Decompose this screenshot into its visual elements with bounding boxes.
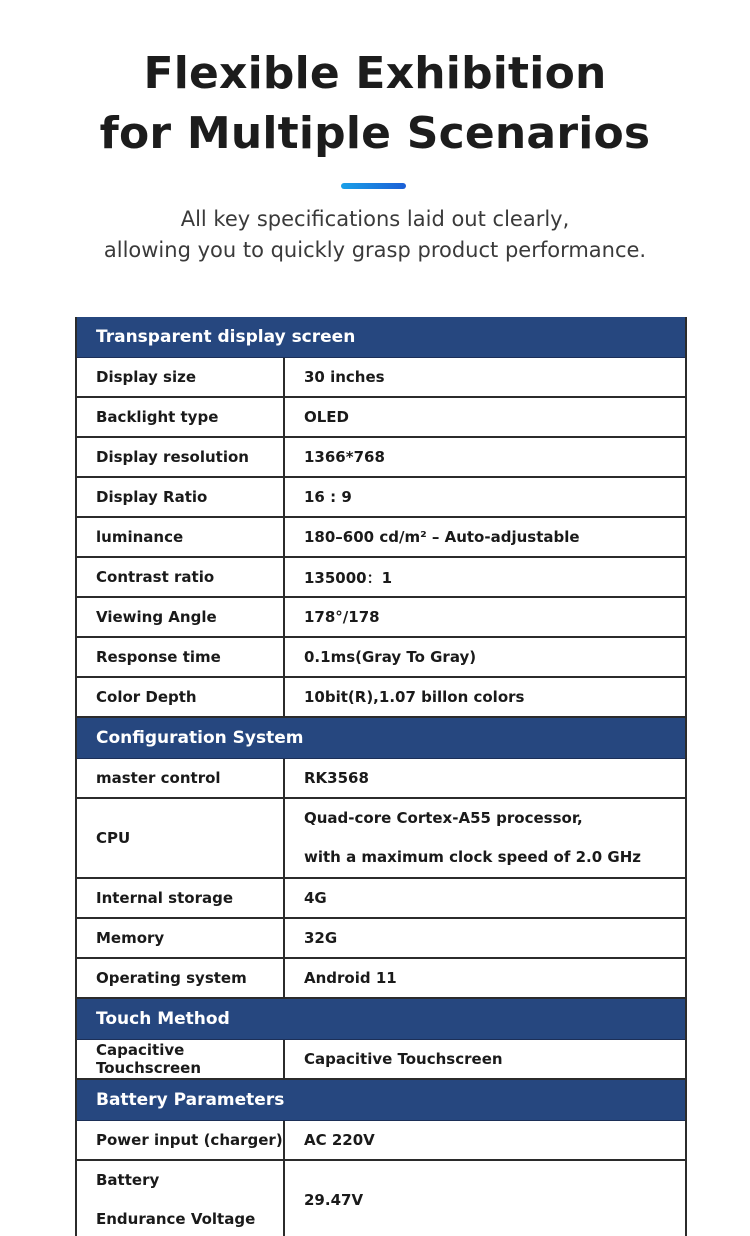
table-row — [77, 759, 685, 799]
spec-label-line-1: Battery — [96, 1171, 160, 1189]
spec-value: 30 inches — [304, 368, 385, 386]
spec-label: Memory — [77, 919, 285, 957]
spec-table — [75, 317, 687, 1236]
table-row — [77, 598, 685, 638]
spec-value: AC 220V — [304, 1131, 375, 1149]
table-row — [77, 398, 685, 438]
page-subtitle — [0, 204, 750, 266]
spec-value: 178°/178 — [304, 608, 380, 626]
spec-value: 180–600 cd/m² – Auto-adjustable — [304, 528, 580, 546]
spec-label: Backlight type — [77, 398, 285, 436]
spec-value: Capacitive Touchscreen — [304, 1050, 503, 1068]
section-header-touch: Touch Method — [77, 999, 685, 1040]
spec-value — [285, 799, 685, 877]
spec-label: Capacitive Touchscreen — [77, 1040, 285, 1078]
spec-value: 10bit(R),1.07 billon colors — [304, 688, 525, 706]
subtitle-line-2: allowing you to quickly grasp product performance. — [103, 238, 647, 262]
table-row — [77, 678, 685, 718]
table-row — [77, 558, 685, 598]
page-title — [0, 44, 750, 164]
spec-label: master control — [77, 759, 285, 797]
table-row — [77, 358, 685, 398]
title-accent-bar — [341, 183, 406, 189]
spec-value-line-1: Quad-core Cortex-A55 processor, — [304, 809, 583, 827]
title-line-1: Flexible Exhibition — [143, 48, 607, 99]
spec-label: Operating system — [77, 959, 285, 997]
table-row — [77, 879, 685, 919]
spec-label: Power input (charger) — [77, 1121, 285, 1159]
table-row — [77, 1121, 685, 1161]
spec-value-line-2: with a maximum clock speed of 2.0 GHz — [304, 848, 641, 866]
spec-value: 32G — [304, 929, 338, 947]
spec-label: Response time — [77, 638, 285, 676]
table-row — [77, 1040, 685, 1080]
section-header-battery: Battery Parameters — [77, 1080, 685, 1121]
spec-label: luminance — [77, 518, 285, 556]
subtitle-line-1: All key specifications laid out clearly, — [180, 207, 570, 231]
spec-value: 1366*768 — [304, 448, 385, 466]
spec-value: 4G — [304, 889, 327, 907]
table-row — [77, 438, 685, 478]
spec-label-line-2: Endurance Voltage — [96, 1210, 256, 1228]
spec-value: 29.47V — [304, 1191, 364, 1209]
spec-label: Viewing Angle — [77, 598, 285, 636]
spec-label: Display Ratio — [77, 478, 285, 516]
title-line-2: for Multiple Scenarios — [99, 108, 651, 159]
spec-label — [77, 1161, 285, 1236]
spec-label: Contrast ratio — [77, 558, 285, 596]
spec-label: Display size — [77, 358, 285, 396]
table-row — [77, 478, 685, 518]
spec-value: 135000：1 — [304, 568, 393, 587]
spec-label: Color Depth — [77, 678, 285, 716]
spec-value: Android 11 — [304, 969, 397, 987]
spec-label: Internal storage — [77, 879, 285, 917]
spec-value: RK3568 — [304, 769, 369, 787]
table-row — [77, 1161, 685, 1236]
table-row — [77, 799, 685, 879]
table-row — [77, 518, 685, 558]
spec-value: 0.1ms(Gray To Gray) — [304, 648, 477, 666]
section-header-configuration: Configuration System — [77, 718, 685, 759]
spec-label: Display resolution — [77, 438, 285, 476]
section-header-display: Transparent display screen — [77, 317, 685, 358]
table-row — [77, 959, 685, 999]
table-row — [77, 919, 685, 959]
spec-value: OLED — [304, 408, 350, 426]
table-row — [77, 638, 685, 678]
spec-label: CPU — [77, 799, 285, 877]
spec-value: 16 : 9 — [304, 488, 352, 506]
